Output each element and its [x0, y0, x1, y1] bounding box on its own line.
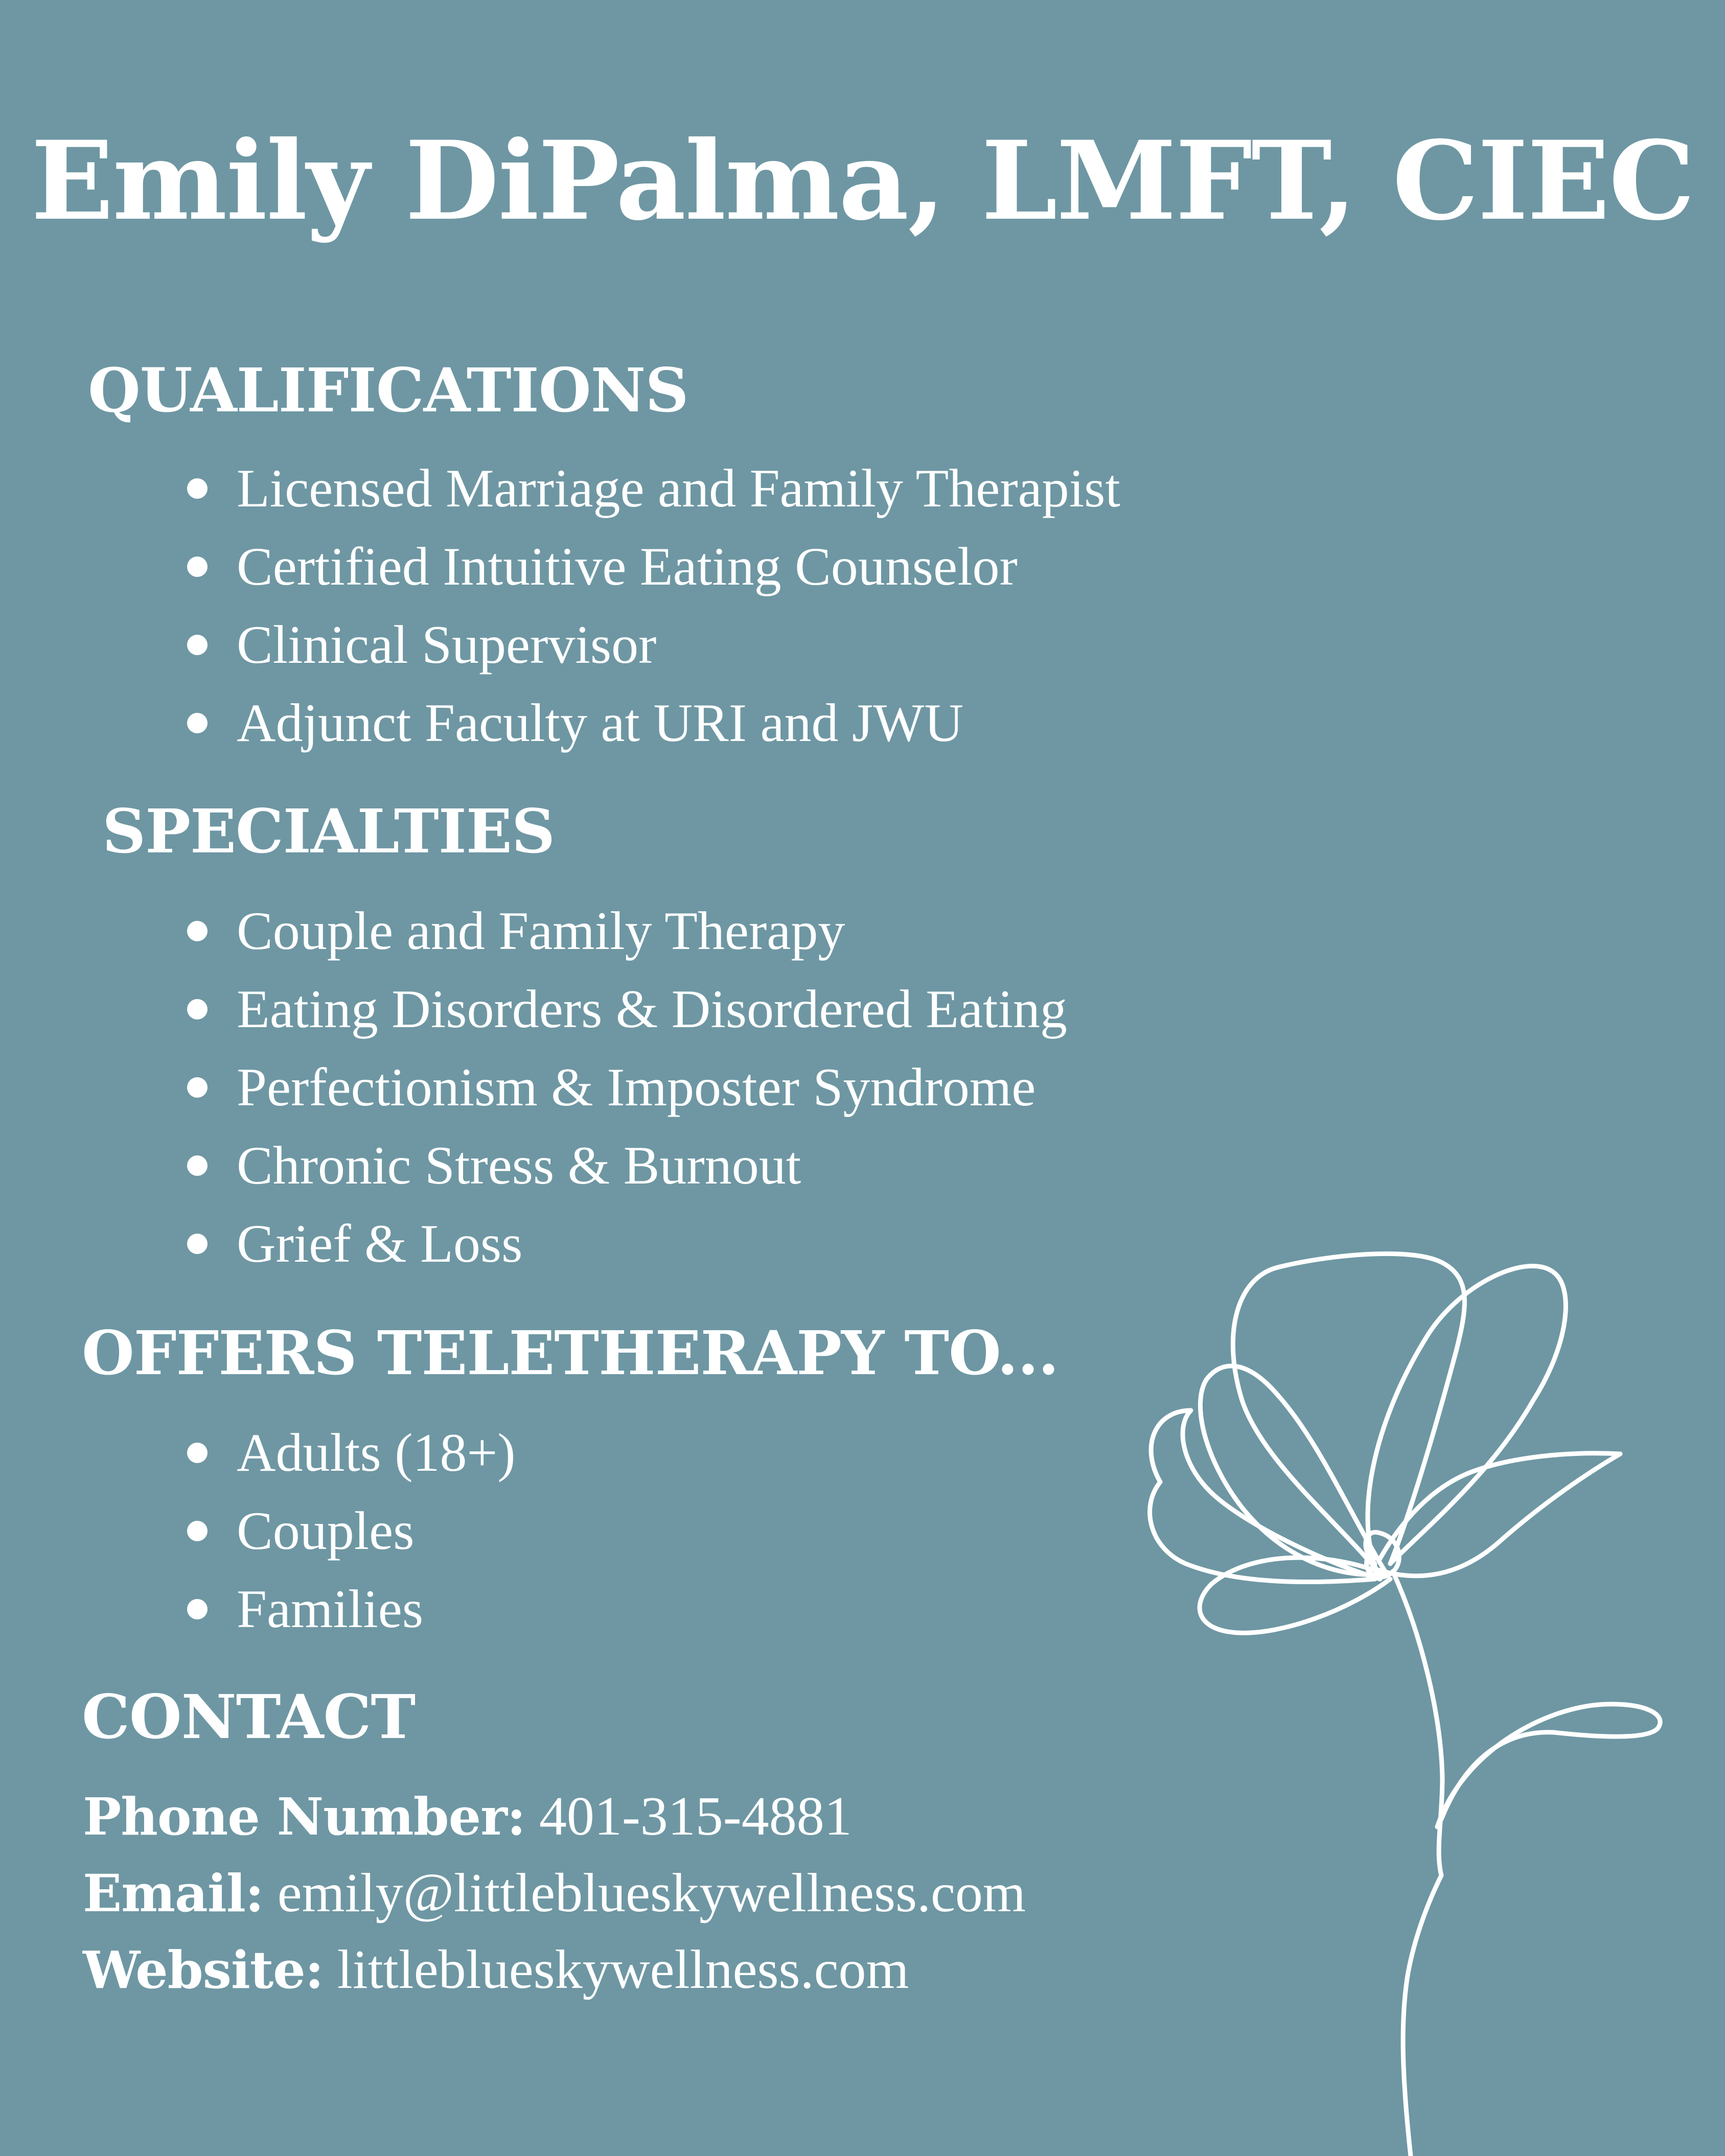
specialty-text: Couple and Family Therapy [237, 901, 845, 961]
teletherapy-heading: OFFERS TELETHERAPY TO... [82, 1317, 1059, 1388]
qualifications-heading: QUALIFICATIONS [88, 355, 688, 426]
qualification-text: Clinical Supervisor [237, 615, 657, 675]
qualification-text: Adjunct Faculty at URI and JWU [237, 693, 963, 753]
flower-stem [1393, 1571, 1442, 1875]
page-title: Emily DiPalma, LMFT, CIEC [31, 117, 1694, 244]
teletherapy-text: Adults (18+) [237, 1423, 516, 1482]
specialty-text: Perfectionism & Imposter Syndrome [237, 1057, 1036, 1117]
qualification-text: Certified Intuitive Eating Counselor [237, 537, 1018, 596]
phone-label: Phone Number: [83, 1787, 525, 1847]
flower-petal-right [1375, 1453, 1620, 1576]
email-label: Email: [83, 1863, 264, 1923]
teletherapy-text: Couples [237, 1501, 415, 1561]
specialty-text: Grief & Loss [237, 1214, 523, 1273]
specialties-heading: SPECIALTIES [102, 796, 555, 867]
website-value[interactable]: littleblueskywellness.com [337, 1939, 909, 2000]
teletherapy-text: Families [237, 1579, 424, 1639]
contact-heading: CONTACT [82, 1681, 416, 1752]
flower-petal-lower-left [1200, 1558, 1390, 1633]
specialty-text: Chronic Stress & Burnout [237, 1135, 801, 1195]
flower-stem-lower [1403, 1875, 1441, 2156]
flower-leaf [1437, 1704, 1660, 1827]
qualification-text: Licensed Marriage and Family Therapist [237, 458, 1120, 518]
email-value[interactable]: emily@littleblueskywellness.com [277, 1863, 1026, 1923]
website-label: Website: [83, 1940, 324, 2000]
phone-value[interactable]: 401-315-4881 [539, 1786, 852, 1847]
specialty-text: Eating Disorders & Disordered Eating [237, 979, 1067, 1039]
